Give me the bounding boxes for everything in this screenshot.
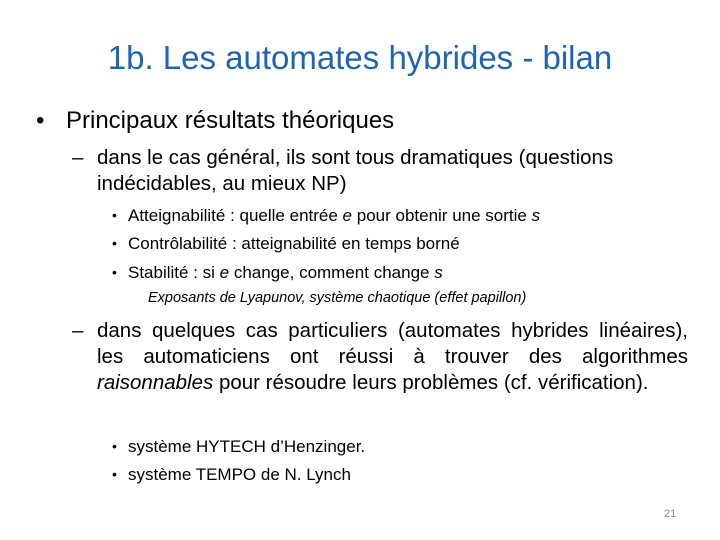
page-number: 21 — [664, 508, 677, 520]
item-text: système HYTECH d’Henzinger. — [128, 437, 366, 456]
item-text: Contrôlabilité : atteignabilité en temps borné — [128, 234, 460, 253]
bullet-icon: • — [112, 264, 117, 280]
paragraph-em: raisonnables — [97, 371, 214, 394]
dash-icon: – — [72, 146, 84, 169]
bullet-icon: • — [112, 235, 117, 251]
slide-title: 1b. Les automates hybrides - bilan — [107, 39, 613, 76]
main-bullet-text: Principaux résultats théoriques — [66, 107, 395, 134]
item-text: Stabilité : si — [128, 263, 220, 282]
item-em: s — [531, 206, 541, 225]
sub-point-general-line2: indécidables, au mieux NP) — [97, 172, 347, 195]
paragraph-text: dans quelques cas particuliers (automates hybrides linéaires), les automaticiens ont réussi à trouver des algorithmes — [97, 319, 688, 368]
item-text: système TEMPO de N. Lynch — [128, 465, 351, 484]
bullet-icon: • — [112, 438, 117, 454]
bullet-icon: • — [112, 466, 117, 482]
dash-icon: – — [72, 319, 84, 342]
paragraph-text: pour résoudre leurs problèmes (cf. vérification). — [213, 371, 649, 394]
sub-point-general-line1: dans le cas général, ils sont tous dramatiques (questions — [97, 146, 614, 169]
note-lyapunov: Exposants de Lyapunov, système chaotique (effet papillon) — [148, 290, 527, 306]
item-text: Atteignabilité : quelle entrée — [128, 206, 343, 225]
bullet-icon: • — [112, 207, 117, 223]
item-text: change, comment change — [229, 263, 435, 282]
item-em: e — [219, 263, 230, 282]
item-em: e — [342, 206, 353, 225]
item-text: pour obtenir une sortie — [352, 206, 532, 225]
item-em: s — [434, 263, 443, 282]
bullet-icon: • — [36, 107, 45, 134]
